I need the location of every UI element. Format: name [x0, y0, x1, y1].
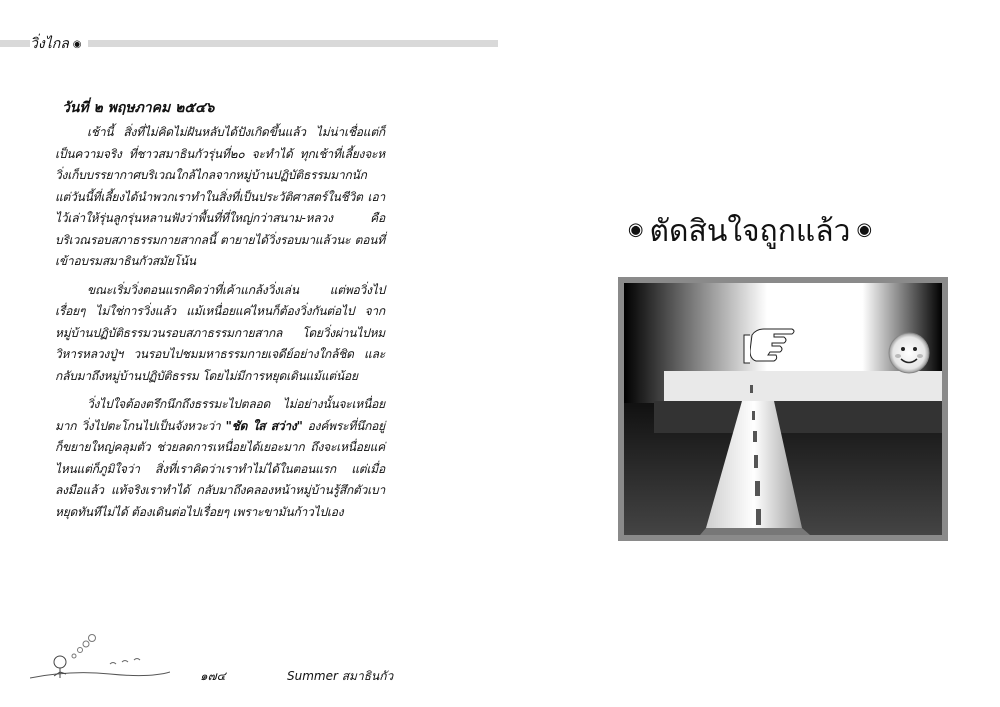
title-bullet-right-icon: ◉: [856, 219, 873, 240]
paragraph-1: เช้านี้ สิ่งที่ไม่คิดไม่ฝันหลับได้ปังเกิดขึ้นแล้ว ไม่น่าเชื่อแต่ก็เป็นความจริง ที่ชาวสมาธินกัวรุ่นที่๒๐ จะทำได้ ทุกเช้าที่เลี้ยงจะหวิ่งเก็บบรรยากาศบริเวณใกล้ไกลจากหมู่บ้านปฏิบัติธรรมมากนัก แต่วันนี้ที่เลี้ยงได้นำพวกเราทำในสิ่งที่เป็นประวัติศาสตร์ในชีวิต เอาไว้เล่าให้รุ่นลูกรุ่นหลานฟังว่าพื้นที่ที่ใหญ่กว่าสนาม-หลวง คือบริเวณรอบสภาธรรมกายสากลนี้ ตายายได้วิ่งรอบมาแล้วนะ ตอนที่เข้าอบรมสมาธินกัวสมัยโน้น: [55, 125, 385, 268]
running-head-title: วิ่งไกล: [30, 36, 69, 52]
page-number: ๑๗๔: [200, 669, 226, 683]
chapter-title-text: ตัดสินใจถูกแล้ว: [649, 214, 851, 249]
runner-doodle-illustration: [30, 626, 170, 686]
diary-date: วันที่ ๒ พฤษภาคม ๒๕๔๖: [62, 100, 215, 116]
paragraph-3: วิ่งไปใจต้องตรึกนึกถึงธรรมะไปตลอด ไม่อย่างนั้นจะเหนื่อยมาก วิ่งไปตะโกนไปเป็นจังหวะว่า "ชัด ใส สว่าง" องค์พระที่นึกอยู่ก็ขยายใหญ่คลุมตัว ช่วยลดการเหนื่อยได้เยอะมาก ถึงจะเหนื่อยแค่ไหนแต่ก็ภูมิใจว่า สิ่งที่เราคิดว่าเราทำไม่ได้ในตอนแรก แต่เมื่อลงมือแล้ว แท้จริงเราทำได้ กลับมาถึงคลองหน้าหมู่บ้านรู้สึกตัวเบา หยุดทันทีไม่ได้ ต้องเดินต่อไปเรื่อยๆ เพราะขามันก้าวไปเอง: [55, 397, 385, 519]
right-page: [500, 0, 1000, 707]
paragraph-2: ขณะเริ่มวิ่งตอนแรกคิดว่าที่เค้าแกล้งวิ่งเล่น แต่พอวิ่งไปเรื่อยๆ ไม่ใช่การวิ่งแล้ว แม้เหนื่อยแค่ไหนก็ต้องวิ่งกันต่อไป จากหมู่บ้านปฏิบัติธรรมวนรอบสภาธรรมกายสากล โดยวิ่งผ่านไปหมวิหารหลวงปู่ฯ วนรอบไปชมมหาธรรมกายเจดีย์อย่างใกล้ชิด และกลับมาถึงหมู่บ้านปฏิบัติธรรม โดยไม่มีการหยุดเดินแม้แต่น้อย: [55, 282, 385, 383]
emphasis-phrase: "ชัด ใส สว่าง": [225, 418, 303, 433]
road-scene-image: [624, 283, 942, 535]
running-head: [30, 36, 88, 53]
footer-title: Summer สมาธินกัว: [287, 669, 394, 683]
body-text: [55, 122, 385, 530]
smiley-sun-icon: [889, 333, 929, 373]
running-head-bullet-icon: ◉: [72, 39, 82, 50]
road-illustration: [618, 277, 948, 541]
title-bullet-left-icon: ◉: [627, 219, 644, 240]
chapter-title: [500, 208, 1000, 254]
